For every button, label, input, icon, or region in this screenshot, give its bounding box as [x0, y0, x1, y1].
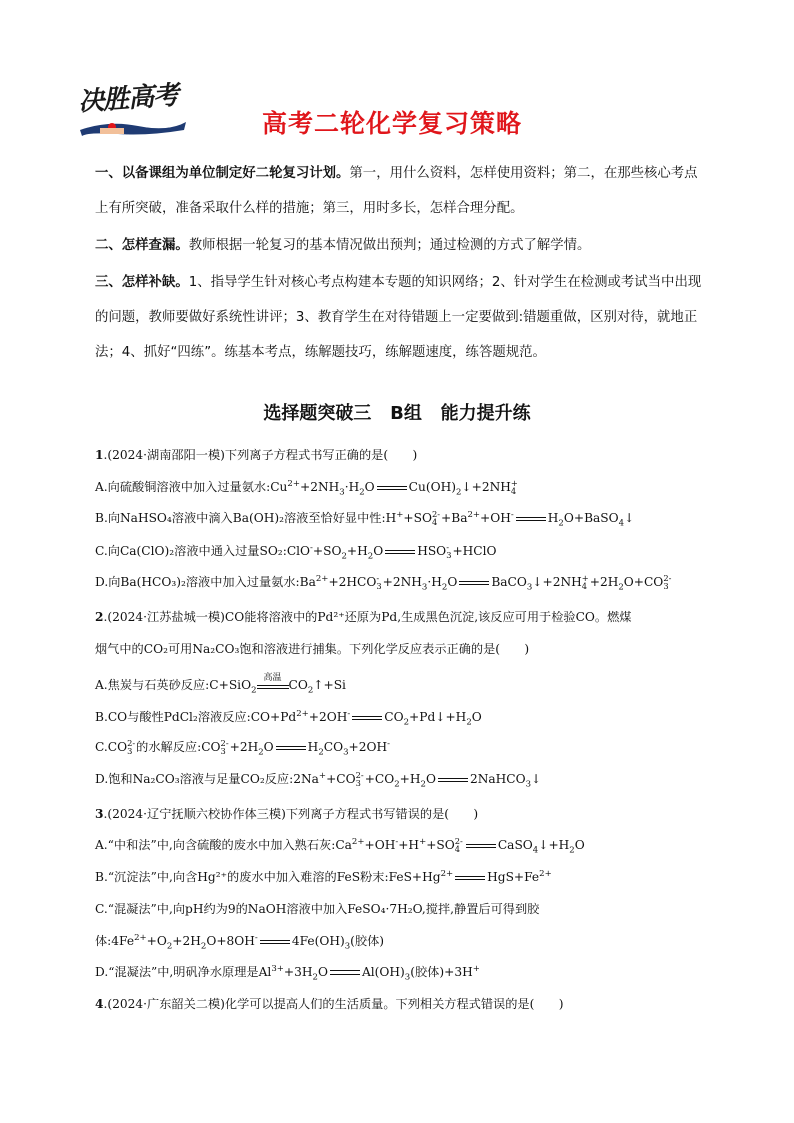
question-3-option-d: D.“混凝法”中,明矾净水原理是$Al^{3+}+3H_2O$ $Al(OH)_3$(胶体)+3H+: [95, 963, 480, 983]
question-1-option-c: C.向Ca(ClO)₂溶液中通入过量$SO_2:ClO^-+SO_2+H_2O$ HSO - 3 +HClO: [95, 542, 497, 562]
strategy-heading-1: 一、以备课组为单位制定好二轮复习计划。: [95, 166, 350, 181]
question-2-option-d: D.饱和Na₂CO₃溶液与足量CO₂反应:2Na++CO 2- 3 $+CO_2+H_2O$ 2NaHCO$_3$↓: [95, 770, 542, 790]
page-title: 高考二轮化学复习策略: [262, 109, 523, 138]
question-2-stem-line-1: 2.(2024·江苏盐城一模)CO能将溶液中的Pd²⁺还原为Pd,生成黑色沉淀,该反应可用于检验CO。燃煤: [95, 610, 632, 624]
question-1-option-d: D.向Ba(HCO₃)₂溶液中加入过量氨水$:Ba^{2+}+2HCO$ - 3 $+2NH_3\cdot H_2O$ BaCO$_3$↓+2NH + 4 $+2H_2O+CO$ 2- 3: [95, 573, 672, 593]
question-3-option-b: B.“沉淀法”中,向含Hg²⁺的废水中加入难溶的FeS粉末$:FeS+Hg^{2+}$ $HgS+Fe^{2+}$: [95, 868, 552, 884]
strategy-text-3: 1、指导学生针对核心考点构建本专题的知识网络；2、针对学生在检测或考试当中出现的问题，教师要做好系统性讲评；3、教育学生在对待错题上一定要做到:错题重做，区别对待，就地正法；4、抓好“四练”。练基本考点，练解题技巧，练解题速度，练答题规范。: [95, 275, 702, 360]
strategy-heading-3: 三、怎样补缺。: [95, 275, 189, 290]
question-1-option-a: A.向硫酸铜溶液中加入过量氨水$:Cu^{2+}+2NH_3\cdot H_2O$ $Cu(OH)_2↓+2NH$ + 4: [95, 478, 518, 498]
question-2-option-a: A.焦炭与石英砂反应:C+SiO$_2$ 高温 $CO_2↑+Si$: [95, 672, 346, 696]
question-2-option-b: B.CO与酸性PdCl₂溶液反应$:CO+Pd^{2+}+2OH^-$ $CO_2+Pd↓+H_2O$: [95, 708, 482, 728]
strategy-text-2: 教师根据一轮复习的基本情况做出预判；通过检测的方式了解学情。: [188, 238, 591, 253]
question-4-stem: 4.(2024·广东韶关二模)化学可以提高人们的生活质量。下列相关方程式错误的是( ): [95, 997, 564, 1011]
logo-text: 决胜高考: [77, 80, 180, 118]
question-2-stem-line-2: 烟气中的CO₂可用Na₂CO₃饱和溶液进行捕集。下列化学反应表示正确的是( ): [95, 642, 530, 656]
strategy-heading-2: 二、怎样查漏。: [95, 238, 189, 253]
question-3-option-c-line-1: C.“混凝法”中,向pH约为9的NaOH溶液中加入FeSO₄·7H₂O,搅拌,静置后可得到胶: [95, 902, 540, 916]
section-title: 选择题突破三 B组 能力提升练: [263, 403, 531, 424]
question-2-option-c: C.CO 2- 3 的水解反应:CO 2- 3 $+2H_2O$ $H_2CO_3+2OH^-$: [95, 738, 390, 758]
strategy-text-1: 第一，用什么资料，怎样使用资料；第二，在那些核心考点上有所突破，准备采取什么样的措施；第三，用时多长，怎样合理分配。: [95, 166, 698, 216]
question-1-stem: 1.(2024·湖南邵阳一模)下列离子方程式书写正确的是( ): [95, 448, 418, 462]
strategy-paragraph-2: [95, 228, 705, 263]
question-3-option-a: A.“中和法”中,向含硫酸的废水中加入熟石灰$:Ca^{2+}+OH^-+H^++SO$ 2- 4 $CaSO_4↓+H_2O$: [95, 836, 585, 856]
brush-stroke-icon: [78, 118, 188, 138]
strategy-paragraph-1: [95, 156, 705, 226]
question-3-option-c-line-2: 体$:4Fe^{2+}+O_2+2H_2O+8OH^-$ $4Fe(OH)_3$(胶体): [95, 932, 385, 952]
logo: [74, 72, 192, 138]
strategy-paragraph-3: [95, 265, 705, 370]
question-3-stem: 3.(2024·辽宁抚顺六校协作体三模)下列离子方程式书写错误的是( ): [95, 807, 479, 821]
question-1-option-b: B.向NaHSO₄溶液中滴入Ba(OH)₂溶液至恰好显中性:H++SO 2- 4 $+Ba^{2+}+OH^-$ $H_2O+BaSO_4↓$: [95, 509, 635, 529]
